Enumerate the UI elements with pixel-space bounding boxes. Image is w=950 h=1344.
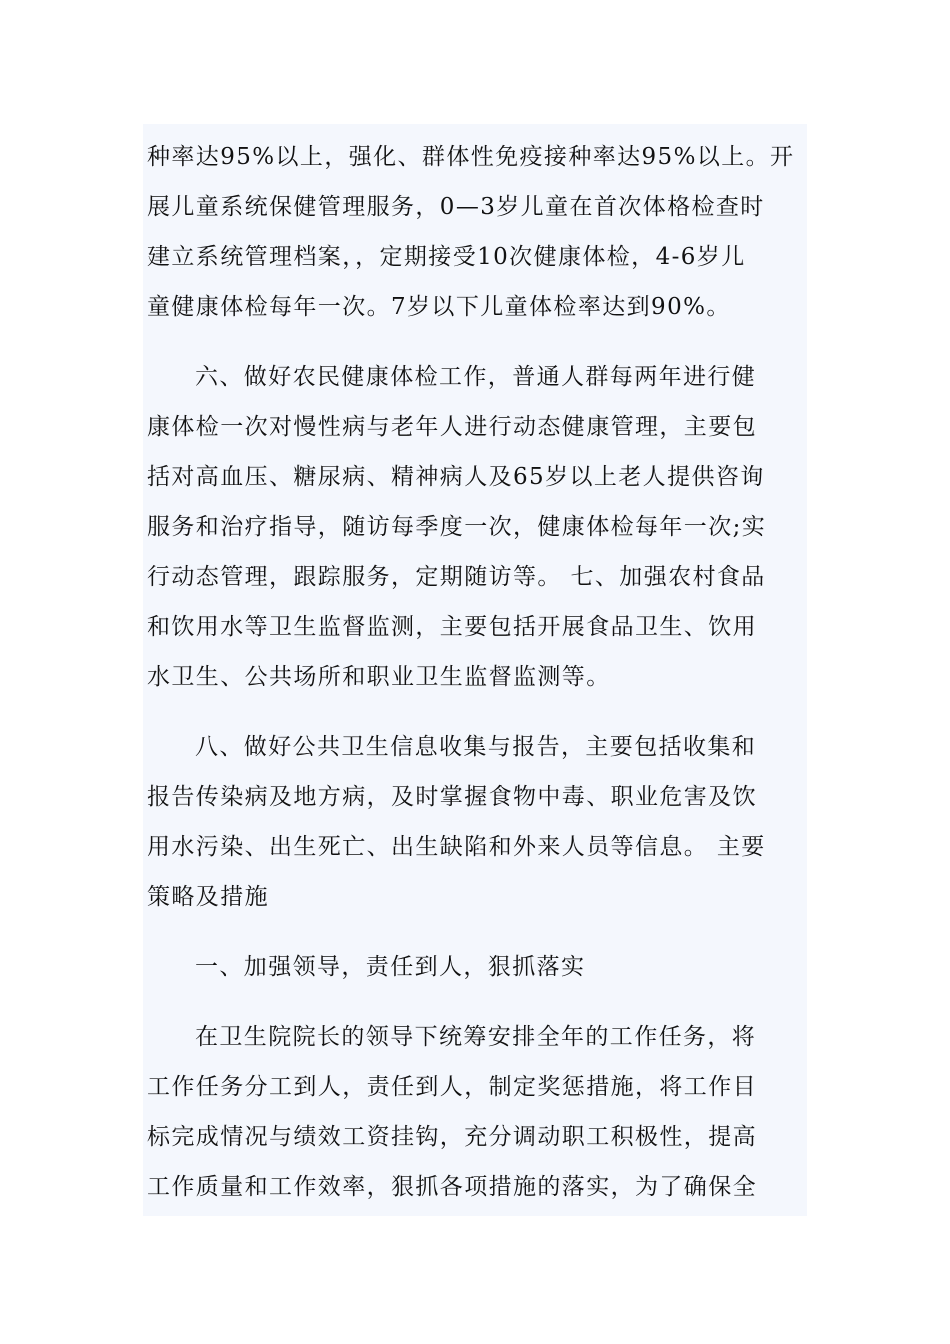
document-body [143,124,807,1216]
paragraph-health-checkup: 六、做好农民健康体检工作，普通人群每两年进行健 康体检一次对慢性病与老年人进行动态健康管理，主要包 括对高血压、糖尿病、精神病人及65岁以上老人提供咨询 服务和治疗指导，随访每季度一次，健康体检每年一次;实 行动态管理，跟踪服务，定期随访等。 七、加强农村食品 和饮用水等卫生监督监测，主要包括开展食品卫生、饮用 水卫生、公共场所和职业卫生监督监测等。 [147,364,767,690]
paragraph-leadership: 在卫生院院长的领导下统筹安排全年的工作任务，将 工作任务分工到人，责任到人，制定奖惩措施，将工作目 标完成情况与绩效工资挂钩，充分调动职工积极性，提高 工作质量和工作效率，狠抓各项措施的落实，为了确保全 [147,1024,757,1200]
section-heading-leadership: 一、加强领导，责任到人，狠抓落实 [195,954,586,980]
paragraph-immunization: 种率达95%以上，强化、群体性免疫接种率达95%以上。开 展儿童系统保健管理服务，0—3岁儿童在首次体格检查时 建立系统管理档案，，定期接受10次健康体检，4-6岁儿 童健康体检每年一次。7岁以下儿童体检率达到90%。 [147,144,795,320]
paragraph-information-reporting: 八、做好公共卫生信息收集与报告，主要包括收集和 报告传染病及地方病，及时掌握食物中毒、职业危害及饮 用水污染、出生死亡、出生缺陷和外来人员等信息。 主要 策略及措施 [147,734,766,910]
